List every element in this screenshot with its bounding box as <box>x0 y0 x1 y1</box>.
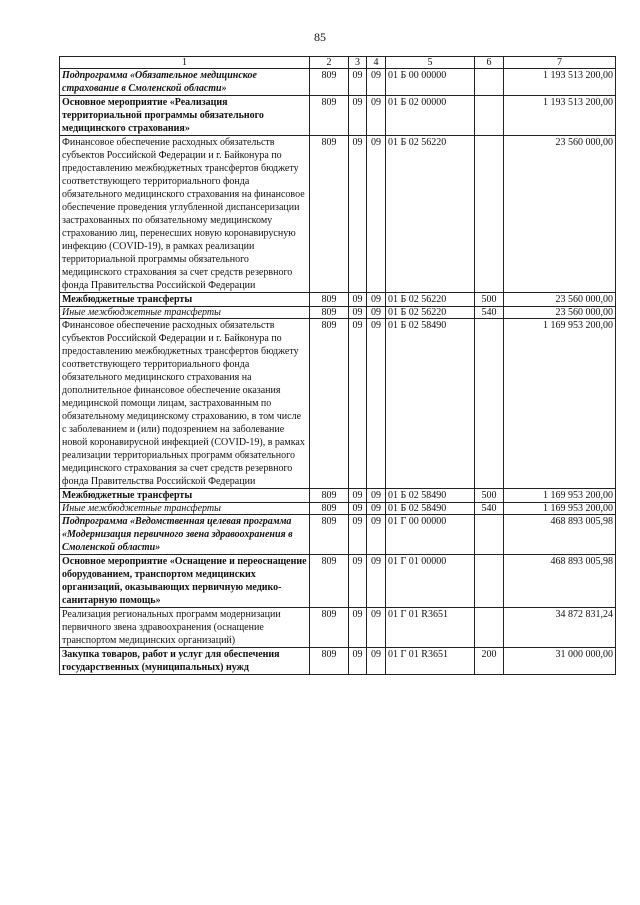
table-row <box>60 515 616 555</box>
table-row <box>60 503 616 515</box>
target-article: 01 Б 02 00000 <box>386 96 475 136</box>
subsection-code: 09 <box>367 608 386 648</box>
admin-code: 809 <box>310 307 349 319</box>
target-article: 01 Г 01 R3651 <box>386 608 475 648</box>
target-article: 01 Г 01 R3651 <box>386 648 475 675</box>
admin-code: 809 <box>310 136 349 293</box>
row-name: Межбюджетные трансферты <box>60 489 310 503</box>
page-number: 85 <box>314 30 326 44</box>
row-name: Межбюджетные трансферты <box>60 293 310 307</box>
target-article: 01 Б 02 58490 <box>386 319 475 489</box>
header-cell: 6 <box>475 57 504 69</box>
table-header-row <box>60 57 616 69</box>
admin-code: 809 <box>310 319 349 489</box>
target-article: 01 Б 02 56220 <box>386 307 475 319</box>
amount: 34 872 831,24 <box>504 608 616 648</box>
admin-code: 809 <box>310 515 349 555</box>
table-row <box>60 293 616 307</box>
expense-type <box>475 96 504 136</box>
admin-code: 809 <box>310 503 349 515</box>
row-name: Закупка товаров, работ и услуг для обеспечения государственных (муниципальных) нужд <box>60 648 310 675</box>
target-article: 01 Б 00 00000 <box>386 69 475 96</box>
amount: 1 193 513 200,00 <box>504 96 616 136</box>
expense-type <box>475 136 504 293</box>
amount: 1 169 953 200,00 <box>504 489 616 503</box>
subsection-code: 09 <box>367 489 386 503</box>
expense-type <box>475 69 504 96</box>
budget-table <box>59 56 616 675</box>
row-name: Подпрограмма «Обязательное медицинское страхование в Смоленской области» <box>60 69 310 96</box>
section-code: 09 <box>349 648 367 675</box>
header-cell: 4 <box>367 57 386 69</box>
section-code: 09 <box>349 69 367 96</box>
header-cell: 1 <box>60 57 310 69</box>
amount: 1 193 513 200,00 <box>504 69 616 96</box>
table-row <box>60 136 616 293</box>
target-article: 01 Г 00 00000 <box>386 515 475 555</box>
admin-code: 809 <box>310 293 349 307</box>
target-article: 01 Б 02 58490 <box>386 503 475 515</box>
row-name: Реализация региональных программ модернизации первичного звена здравоохранения (оснащение транспортом медицинских организаций) <box>60 608 310 648</box>
expense-type: 500 <box>475 293 504 307</box>
table-row <box>60 648 616 675</box>
table-row <box>60 96 616 136</box>
expense-type <box>475 515 504 555</box>
section-code: 09 <box>349 489 367 503</box>
admin-code: 809 <box>310 489 349 503</box>
subsection-code: 09 <box>367 307 386 319</box>
subsection-code: 09 <box>367 515 386 555</box>
subsection-code: 09 <box>367 319 386 489</box>
subsection-code: 09 <box>367 293 386 307</box>
section-code: 09 <box>349 608 367 648</box>
subsection-code: 09 <box>367 555 386 608</box>
expense-type <box>475 319 504 489</box>
admin-code: 809 <box>310 648 349 675</box>
header-cell: 5 <box>386 57 475 69</box>
section-code: 09 <box>349 96 367 136</box>
table-row <box>60 489 616 503</box>
subsection-code: 09 <box>367 69 386 96</box>
row-name: Финансовое обеспечение расходных обязательств субъектов Российской Федерации и г. Байконура по предоставлению межбюджетных трансфертов бюджету соответствующего территориального фонда обязательного медицинского страхования на финансовое обеспечение проведения углубленной диспансеризации застрахованных по обязательному медицинскому страхованию лиц, перенесших новую коронавирусную инфекцию (COVID-19), в рамках реализации территориальной программы обязательного медицинского страхования за счет средств резервного фонда Правительства Российской Федерации <box>60 136 310 293</box>
subsection-code: 09 <box>367 96 386 136</box>
section-code: 09 <box>349 136 367 293</box>
amount: 1 169 953 200,00 <box>504 503 616 515</box>
admin-code: 809 <box>310 69 349 96</box>
row-name: Иные межбюджетные трансферты <box>60 307 310 319</box>
row-name: Подпрограмма «Ведомственная целевая программа «Модернизация первичного звена здравоохранения в Смоленской области» <box>60 515 310 555</box>
table-row <box>60 69 616 96</box>
row-name: Основное мероприятие «Оснащение и переоснащение оборудованием, транспортом медицинских организаций, оказывающих первичную медико-санитарную помощь» <box>60 555 310 608</box>
admin-code: 809 <box>310 608 349 648</box>
amount: 23 560 000,00 <box>504 136 616 293</box>
amount: 31 000 000,00 <box>504 648 616 675</box>
expense-type <box>475 555 504 608</box>
target-article: 01 Б 02 56220 <box>386 136 475 293</box>
expense-type: 540 <box>475 503 504 515</box>
row-name: Финансовое обеспечение расходных обязательств субъектов Российской Федерации и г. Байконура по предоставлению межбюджетных трансфертов бюджету соответствующего территориального фонда обязательного медицинского страхования на дополнительное финансовое обеспечение оказания медицинской помощи лицам, застрахованным по обязательному медицинскому страхованию, в том числе с заболеванием и (или) подозрением на заболевание новой коронавирусной инфекцией (COVID-19), в рамках реализации территориальных программ обязательного медицинского страхования за счет средств резервного фонда Правительства Российской Федерации <box>60 319 310 489</box>
table-row <box>60 319 616 489</box>
subsection-code: 09 <box>367 648 386 675</box>
expense-type: 540 <box>475 307 504 319</box>
section-code: 09 <box>349 293 367 307</box>
section-code: 09 <box>349 503 367 515</box>
table-row <box>60 608 616 648</box>
admin-code: 809 <box>310 555 349 608</box>
header-cell: 3 <box>349 57 367 69</box>
subsection-code: 09 <box>367 136 386 293</box>
section-code: 09 <box>349 515 367 555</box>
header-cell: 7 <box>504 57 616 69</box>
expense-type: 500 <box>475 489 504 503</box>
amount: 23 560 000,00 <box>504 293 616 307</box>
admin-code: 809 <box>310 96 349 136</box>
row-name: Иные межбюджетные трансферты <box>60 503 310 515</box>
expense-type <box>475 608 504 648</box>
table-row <box>60 307 616 319</box>
amount: 468 893 005,98 <box>504 555 616 608</box>
section-code: 09 <box>349 555 367 608</box>
amount: 23 560 000,00 <box>504 307 616 319</box>
amount: 468 893 005,98 <box>504 515 616 555</box>
amount: 1 169 953 200,00 <box>504 319 616 489</box>
target-article: 01 Г 01 00000 <box>386 555 475 608</box>
target-article: 01 Б 02 56220 <box>386 293 475 307</box>
subsection-code: 09 <box>367 503 386 515</box>
target-article: 01 Б 02 58490 <box>386 489 475 503</box>
section-code: 09 <box>349 319 367 489</box>
header-cell: 2 <box>310 57 349 69</box>
row-name: Основное мероприятие «Реализация территориальной программы обязательного медицинского страхования» <box>60 96 310 136</box>
section-code: 09 <box>349 307 367 319</box>
expense-type: 200 <box>475 648 504 675</box>
table-row <box>60 555 616 608</box>
